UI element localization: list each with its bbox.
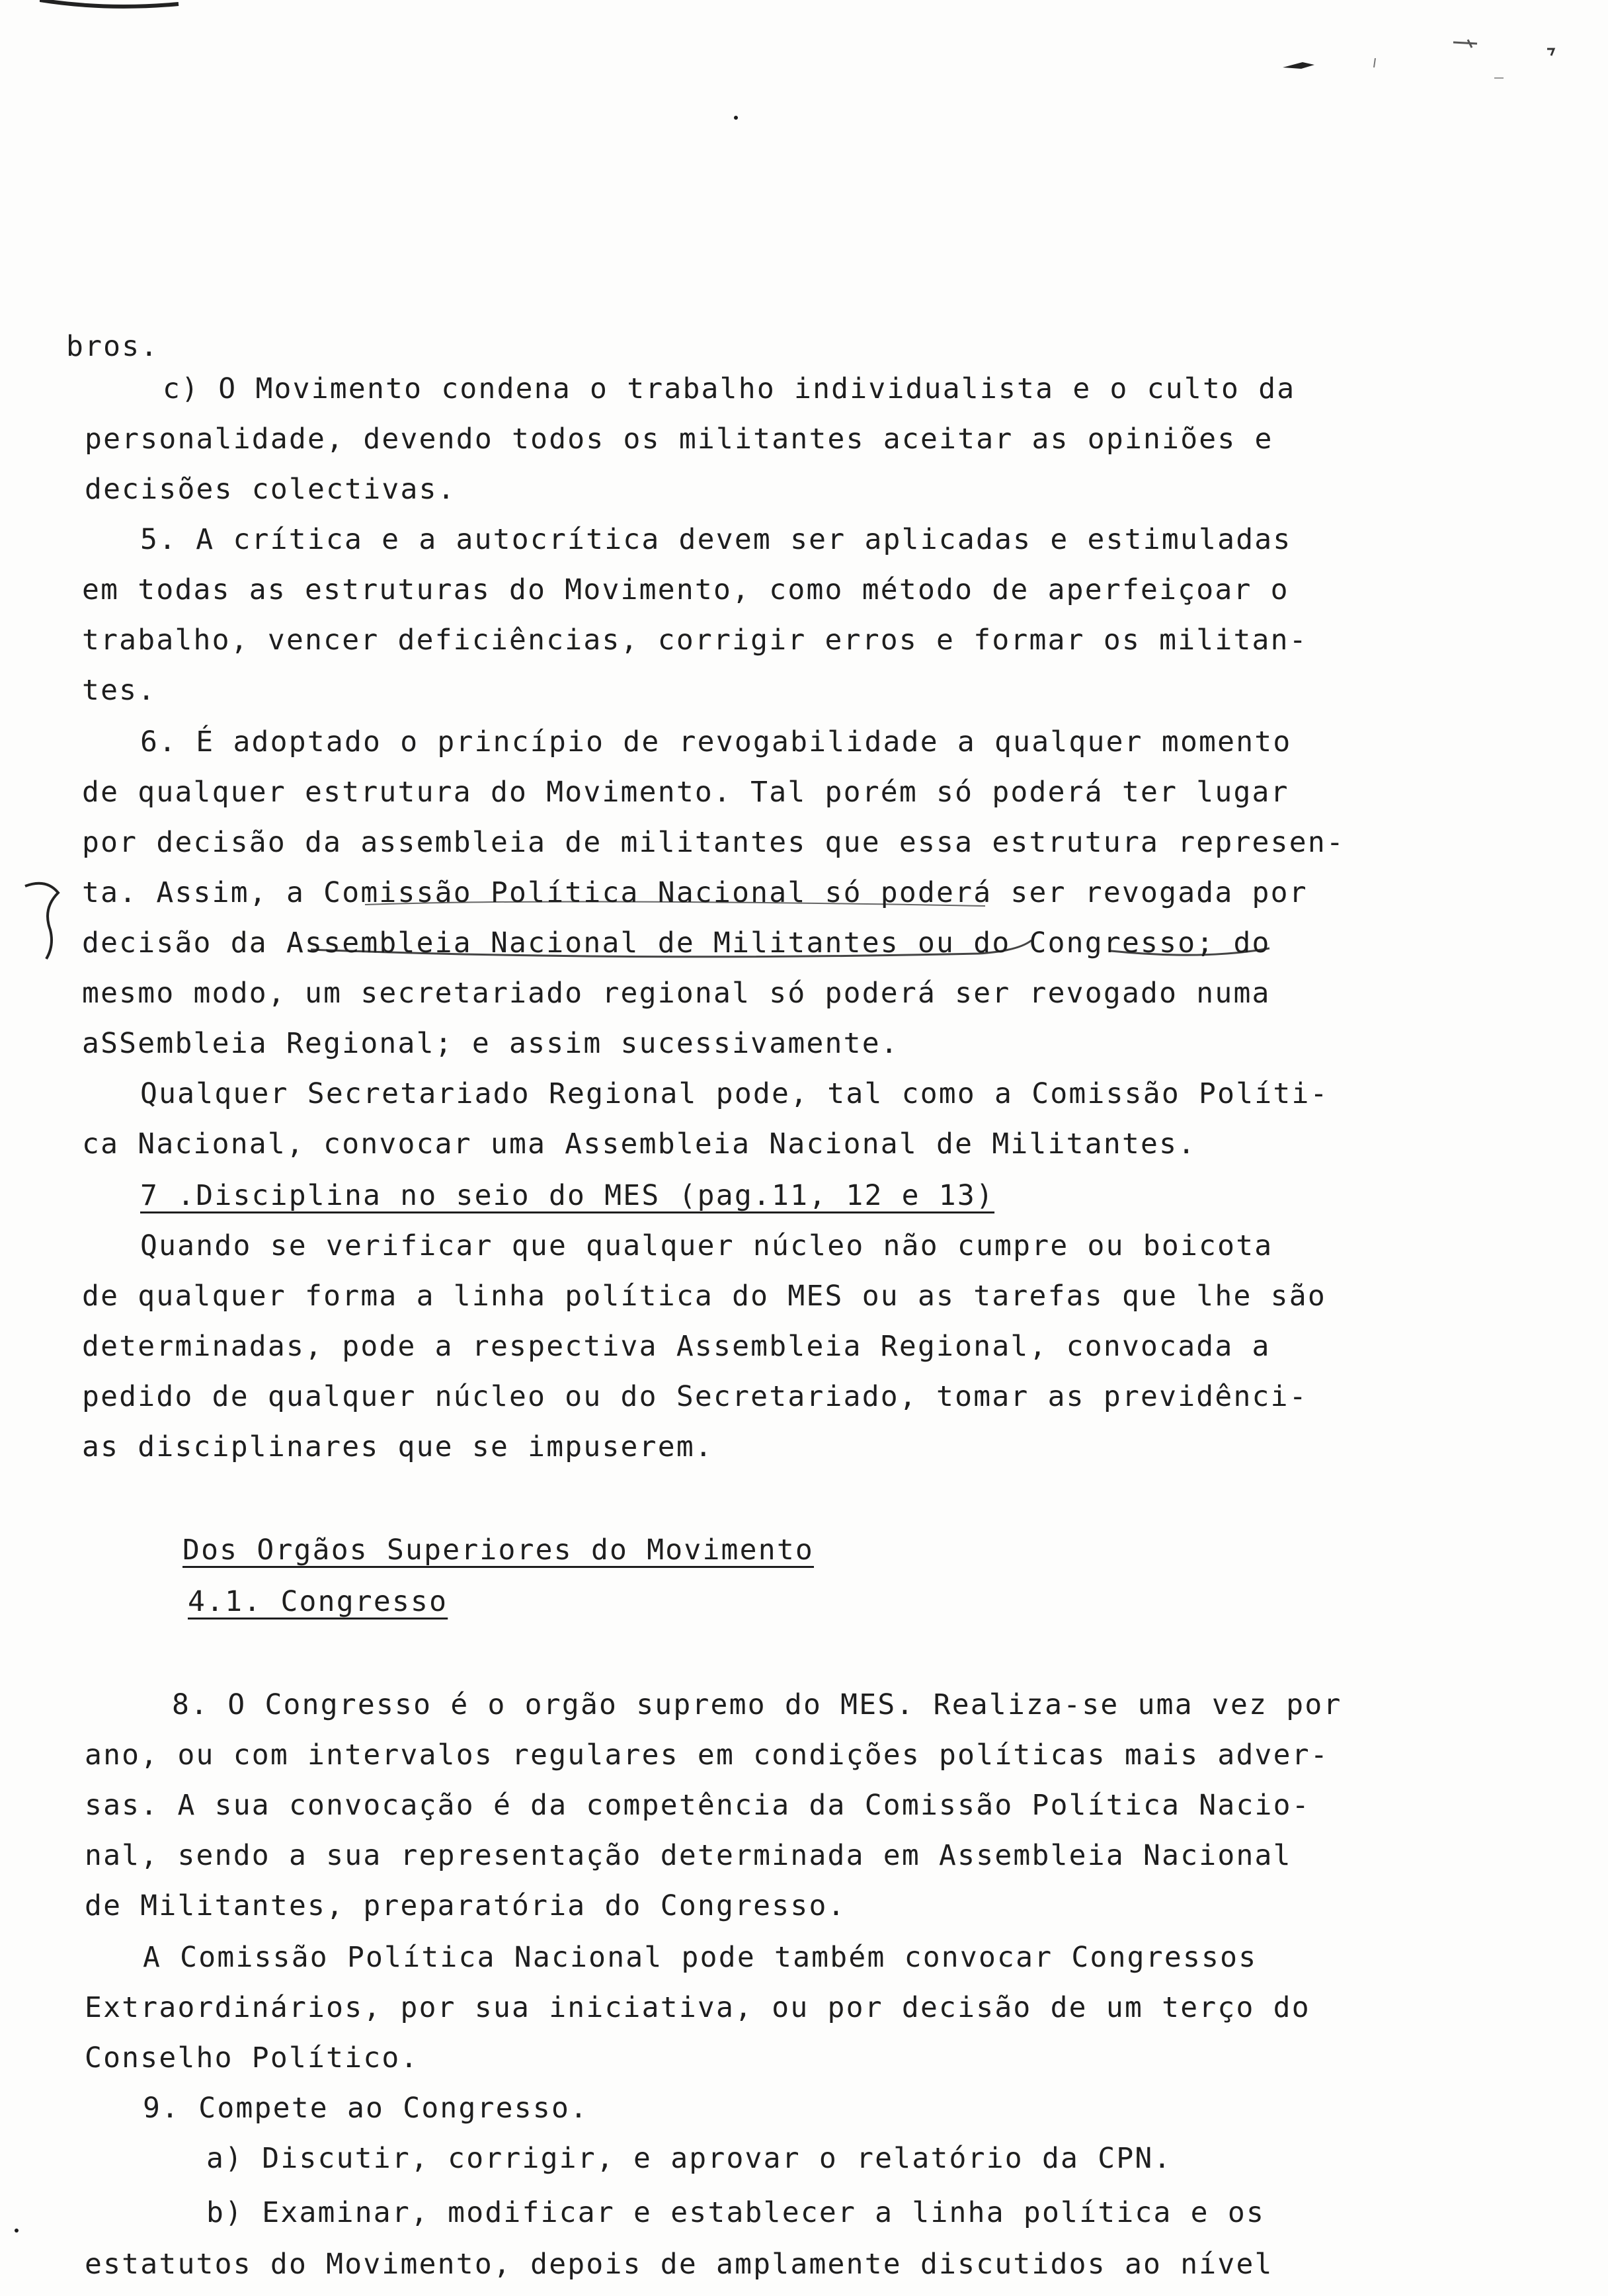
- text-line: ta. Assim, a Comissão Política Nacional só poderá ser revogada por: [82, 876, 1308, 909]
- margin-bracket-mark: [20, 866, 66, 965]
- text-line: Qualquer Secretariado Regional pode, tal como a Comissão Políti-: [140, 1077, 1329, 1110]
- paragraph-8-start: 8. O Congresso é o orgão supremo do MES. Realiza-se uma vez por: [172, 1688, 1342, 1721]
- text-line: c) O Movimento condena o trabalho individualista e o culto da: [163, 372, 1296, 405]
- scan-edge-mark: [40, 0, 185, 13]
- paragraph-5-start: 5. A crítica e a autocrítica devem ser aplicadas e estimuladas: [140, 523, 1292, 556]
- text-line: ca Nacional, convocar uma Assembleia Nacional de Militantes.: [82, 1128, 1197, 1161]
- text-line: Quando se verificar que qualquer núcleo não cumpre ou boicota: [140, 1229, 1273, 1262]
- text-line: A Comissão Política Nacional pode também convocar Congressos: [143, 1941, 1258, 1974]
- text-line: Extraordinários, por sua iniciativa, ou por decisão de um terço do: [85, 1991, 1310, 2024]
- text-line: Conselho Político.: [85, 2041, 419, 2074]
- text-line: trabalho, vencer deficiências, corrigir erros e formar os militan-: [82, 624, 1308, 657]
- paragraph-6-start: 6. É adoptado o princípio de revogabilidade a qualquer momento: [140, 725, 1292, 758]
- text-line: mesmo modo, um secretariado regional só poderá ser revogado numa: [82, 977, 1271, 1010]
- ink-dot: [734, 116, 738, 120]
- text-line: de Militantes, preparatória do Congresso.: [85, 1889, 846, 1922]
- section-heading-disciplina: 7 .Disciplina no seio do MES (pag.11, 12 e 13): [140, 1179, 995, 1212]
- text-line: tes.: [82, 674, 157, 707]
- text-line: nal, sendo a sua representação determinada em Assembleia Nacional: [85, 1839, 1292, 1872]
- list-item-a: a) Discutir, corrigir, e aprovar o relatório da CPN.: [206, 2142, 1172, 2175]
- text-line: de qualquer forma a linha política do MES ou as tarefas que lhe são: [82, 1280, 1326, 1313]
- text-line: decisão da Assembleia Nacional de Militantes ou do Congresso; do: [82, 926, 1271, 960]
- text-line: em todas as estruturas do Movimento, como método de aperfeiçoar o: [82, 573, 1289, 606]
- text-line: determinadas, pode a respectiva Assembleia Regional, convocada a: [82, 1330, 1271, 1363]
- subsection-heading-congresso: 4.1. Congresso: [188, 1585, 448, 1618]
- text-line: as disciplinares que se impuserem.: [82, 1430, 713, 1463]
- text-line: estatutos do Movimento, depois de amplamente discutidos ao nível: [85, 2248, 1273, 2281]
- scan-corner-marks: [1243, 20, 1574, 93]
- text-line: bros.: [66, 330, 159, 363]
- text-line: de qualquer estrutura do Movimento. Tal porém só poderá ter lugar: [82, 776, 1289, 809]
- text-line: decisões colectivas.: [85, 473, 456, 506]
- text-line: aSSembleia Regional; e assim sucessivamente.: [82, 1027, 899, 1060]
- section-heading-orgaos: Dos Orgãos Superiores do Movimento: [182, 1534, 814, 1567]
- text-line: por decisão da assembleia de militantes que essa estrutura represen-: [82, 826, 1345, 859]
- ink-dot: [15, 2229, 19, 2233]
- text-line: sas. A sua convocação é da competência da Comissão Política Nacio-: [85, 1789, 1310, 1822]
- text-line: pedido de qualquer núcleo ou do Secretariado, tomar as previdênci-: [82, 1380, 1308, 1413]
- text-line: ano, ou com intervalos regulares em condições políticas mais adver-: [85, 1739, 1329, 1772]
- list-item-b: b) Examinar, modificar e establecer a linha política e os: [206, 2196, 1266, 2229]
- text-line: personalidade, devendo todos os militantes aceitar as opiniões e: [85, 423, 1273, 456]
- paragraph-9-start: 9. Compete ao Congresso.: [143, 2092, 589, 2125]
